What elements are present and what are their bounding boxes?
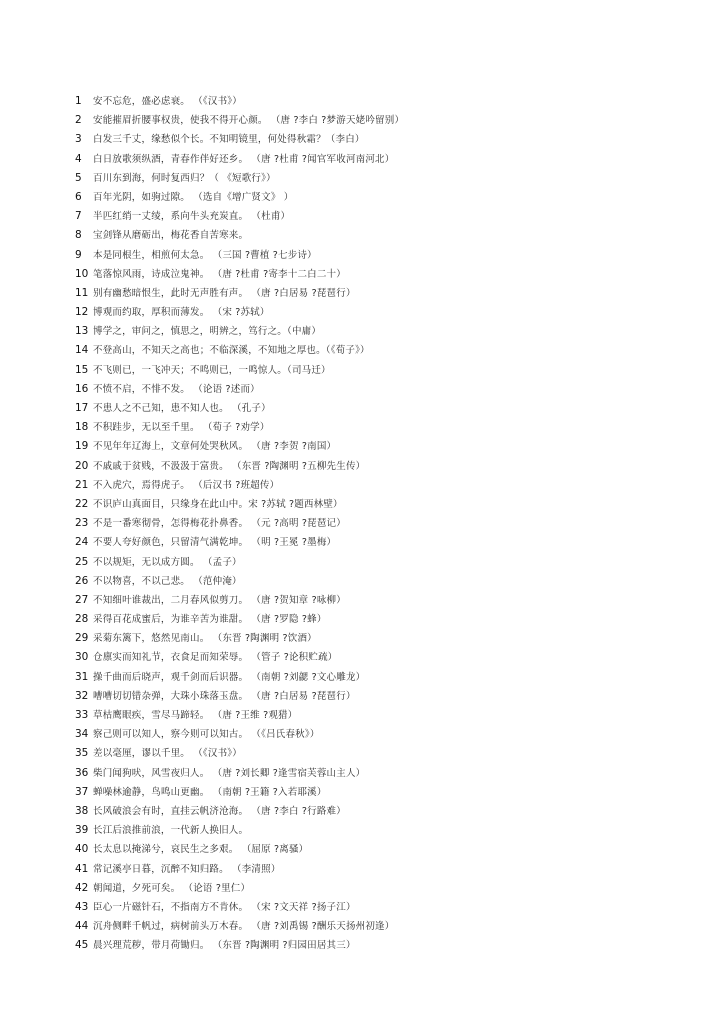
quote-number: 20: [75, 459, 89, 472]
quote-text: 沉舟侧畔千帆过，病树前头万木春。 （唐 ?刘禹锡 ?酬乐天扬州初逢）: [93, 921, 395, 933]
quote-row: [75, 303, 695, 322]
quote-row: [75, 92, 695, 111]
quote-text: 不戚戚于贫贱，不汲汲于富贵。 （东晋 ?陶渊明 ?五柳先生传）: [93, 460, 366, 472]
quote-text: 安能摧眉折腰事权贵，使我不得开心颜。 （唐 ?李白 ?梦游天姥吟留别）: [93, 115, 405, 127]
quote-row: [75, 610, 695, 629]
quote-text: 柴门闻狗吠，风雪夜归人。 （唐 ?刘长卿 ?逢雪宿芙蓉山主人）: [93, 767, 366, 779]
quote-text: 长风破浪会有时，直挂云帆济沧海。 （唐 ?李白 ?行路难）: [93, 805, 346, 817]
quote-number: 24: [75, 536, 89, 549]
quote-number: 38: [75, 804, 89, 817]
quote-text: 博观而约取，厚积而薄发。 （宋 ?苏轼）: [93, 307, 270, 319]
quote-number: 13: [75, 325, 89, 338]
quote-number: 11: [75, 286, 89, 299]
quote-number: 41: [75, 862, 89, 875]
quote-text: 采得百花成蜜后，为谁辛苦为谁甜。 （唐 ?罗隐 ?蜂）: [93, 614, 327, 626]
quote-text: 不患人之不己知，患不知人也。 （孔子）: [93, 403, 271, 414]
quote-number: 7: [75, 210, 82, 223]
quote-text: 朝闻道，夕死可矣。 （论语 ?里仁）: [93, 882, 251, 894]
quote-text: 不见年年辽海上，文章何处哭秋风。 （唐 ?李贺 ?南国）: [93, 441, 337, 453]
quote-row: [75, 169, 695, 188]
quote-row: [75, 783, 695, 802]
quote-text: 宝剑锋从磨砺出，梅花香自苦寒来。: [93, 230, 249, 242]
quote-row: [75, 764, 695, 783]
quote-number: 36: [75, 766, 89, 779]
quote-number: 9: [75, 248, 82, 261]
quote-number: 16: [75, 382, 89, 395]
quote-number: 14: [75, 344, 89, 357]
quote-number: 32: [75, 689, 89, 702]
quote-number: 35: [75, 747, 89, 760]
quote-row: [75, 898, 695, 917]
quote-row: [75, 802, 695, 821]
quote-text: 差以毫厘，谬以千里。 （《汉书》）: [93, 748, 242, 760]
quote-text: 不以物喜，不以己悲。 （范仲淹）: [93, 575, 242, 587]
quote-row: [75, 322, 695, 341]
quote-text: 操千曲而后晓声，观千剑而后识器。 （南朝 ?刘勰 ?文心雕龙）: [93, 671, 366, 683]
quote-number: 10: [75, 267, 89, 280]
quote-text: 不登高山，不知天之高也；不临深溪，不知地之厚也。（《荀子》）: [93, 345, 370, 357]
quote-row: [75, 226, 695, 245]
quote-row: [75, 265, 695, 284]
quote-text: 长太息以掩涕兮，哀民生之多艰。 （屈原 ?离骚）: [93, 844, 309, 856]
quote-text: 察己则可以知人，察今则可以知古。 （《吕氏春秋》）: [93, 729, 320, 741]
quote-text: 百川东到海，何时复西归？（ 《短歌行》）: [93, 172, 276, 184]
quote-text: 本是同根生，相煎何太急。 （三国 ?曹植 ?七步诗）: [93, 249, 317, 261]
quote-row: [75, 687, 695, 706]
quote-row: [75, 437, 695, 456]
quote-row: [75, 284, 695, 303]
quote-number: 22: [75, 497, 89, 510]
quote-text: 嘈嘈切切错杂弹，大珠小珠落玉盘。 （唐 ?白居易 ?琵琶行）: [93, 690, 356, 702]
quote-text: 不知细叶谁裁出，二月春风似剪刀。 （唐 ?贺知章 ?咏柳）: [93, 594, 346, 606]
quote-number: 18: [75, 421, 89, 434]
quote-text: 别有幽愁暗恨生，此时无声胜有声。 （唐 ?白居易 ?琵琶行）: [93, 287, 356, 299]
quote-text: 晨兴理荒秽，带月荷锄归。 （东晋 ?陶渊明 ?归园田居其三）: [93, 940, 356, 952]
quote-text: 笔落惊风雨，诗成泣鬼神。 （唐 ?杜甫 ?寄李十二白二十）: [93, 268, 346, 280]
quote-text: 不入虎穴，焉得虎子。 （后汉书 ?班超传）: [93, 479, 280, 491]
quote-number: 2: [75, 114, 82, 127]
quote-number: 29: [75, 632, 89, 645]
quote-text: 安不忘危，盛必虑衰。 （《汉书》）: [93, 96, 242, 107]
quote-number: 4: [75, 152, 82, 165]
quote-row: [75, 917, 695, 936]
quote-number: 19: [75, 440, 89, 453]
quote-row: [75, 495, 695, 514]
quote-number: 31: [75, 670, 89, 683]
quote-row: [75, 840, 695, 859]
quote-row: [75, 668, 695, 687]
quote-text: 仓廪实而知礼节，衣食足而知荣辱。 （管子 ?论积贮疏）: [93, 652, 338, 664]
quote-text: 百年光阴，如驹过隙。 （选自《增广贤文》 ）: [93, 191, 294, 203]
quote-number: 27: [75, 593, 89, 606]
quote-row: [75, 821, 695, 840]
quote-row: [75, 150, 695, 169]
quote-text: 采菊东篱下，悠然见南山。 （东晋 ?陶渊明 ?饮酒）: [93, 633, 317, 645]
quote-row: [75, 533, 695, 552]
quote-text: 不以规矩，无以成方圆。 （孟子）: [93, 556, 242, 568]
quote-number: 33: [75, 709, 89, 721]
quote-row: [75, 457, 695, 476]
quote-row: [75, 111, 695, 130]
quote-number: 3: [75, 133, 82, 146]
quote-number: 21: [75, 478, 89, 491]
quote-number: 23: [75, 517, 89, 530]
quote-row: [75, 591, 695, 610]
quote-number: 8: [75, 229, 82, 242]
quote-text: 草枯鹰眼疾，雪尽马蹄轻。 （唐 ?王维 ?观猎）: [93, 710, 298, 721]
quote-row: [75, 130, 695, 149]
quote-row: [75, 553, 695, 572]
quote-row: [75, 514, 695, 533]
quote-text: 不飞则已，一飞冲天；不鸣则已，一鸣惊人。（司马迁）: [93, 364, 331, 376]
quote-text: 长江后浪推前浪，一代新人换旧人。: [93, 825, 249, 837]
quote-number: 12: [75, 306, 89, 319]
quote-number: 40: [75, 843, 89, 856]
quote-row: [75, 399, 695, 418]
quote-row: [75, 476, 695, 495]
quote-number: 42: [75, 881, 89, 894]
quote-row: [75, 706, 695, 725]
quote-row: [75, 361, 695, 380]
quote-text: 常记溪亭日暮，沉醉不知归路。 （李清照）: [93, 863, 281, 875]
quote-text: 不是一番寒彻骨，怎得梅花扑鼻香。 （元 ?高明 ?琵琶记）: [93, 518, 346, 530]
quote-row: [75, 341, 695, 360]
quote-number: 17: [75, 402, 89, 414]
quote-row: [75, 648, 695, 667]
quote-text: 臣心一片磁针石，不指南方不肯休。 （宋 ?文天祥 ?扬子江）: [93, 901, 356, 913]
quote-list: [75, 92, 695, 955]
quote-text: 白发三千丈，缘愁似个长。不知明镜里，何处得秋霜？（李白）: [93, 134, 365, 146]
quote-row: [75, 246, 695, 265]
quote-number: 25: [75, 555, 89, 568]
quote-number: 26: [75, 574, 89, 587]
quote-row: [75, 207, 695, 226]
quote-text: 蝉噪林逾静，鸟鸣山更幽。 （南朝 ?王籍 ?入若耶溪）: [93, 786, 327, 798]
quote-text: 博学之，审问之，慎思之，明辨之，笃行之。（中庸）: [93, 326, 322, 338]
quote-text: 不识庐山真面目，只缘身在此山中。宋 ?苏轼 ?题西林壁）: [93, 498, 343, 510]
quote-row: [75, 725, 695, 744]
quote-number: 34: [75, 728, 89, 741]
quote-row: [75, 380, 695, 399]
quote-number: 45: [75, 939, 89, 952]
quote-number: 43: [75, 900, 89, 913]
quote-row: [75, 744, 695, 763]
quote-row: [75, 629, 695, 648]
quote-number: 1: [75, 95, 82, 107]
quote-text: 不愤不启，不悱不发。 （论语 ?述而）: [93, 383, 260, 395]
quote-row: [75, 879, 695, 898]
quote-number: 37: [75, 785, 89, 798]
quote-row: [75, 936, 695, 955]
quote-number: 5: [75, 171, 82, 184]
quote-text: 半匹红绡一丈绫，系向牛头充炭直。 （杜甫）: [93, 211, 291, 223]
quote-number: 44: [75, 920, 89, 933]
quote-number: 6: [75, 190, 82, 203]
quote-text: 白日放歌须纵酒，青春作伴好还乡。 （唐 ?杜甫 ?闻官军收河南河北）: [93, 153, 395, 165]
quote-number: 39: [75, 824, 89, 837]
quote-text: 不积跬步，无以至千里。 （荀子 ?劝学）: [93, 422, 270, 434]
quote-row: [75, 572, 695, 591]
quote-number: 15: [75, 363, 89, 376]
quote-text: 不要人夸好颜色，只留清气满乾坤。 （明 ?王冕 ?墨梅）: [93, 537, 337, 549]
quote-row: [75, 188, 695, 207]
quote-number: 28: [75, 613, 89, 626]
quote-number: 30: [75, 651, 89, 664]
quote-row: [75, 860, 695, 879]
quote-row: [75, 418, 695, 437]
